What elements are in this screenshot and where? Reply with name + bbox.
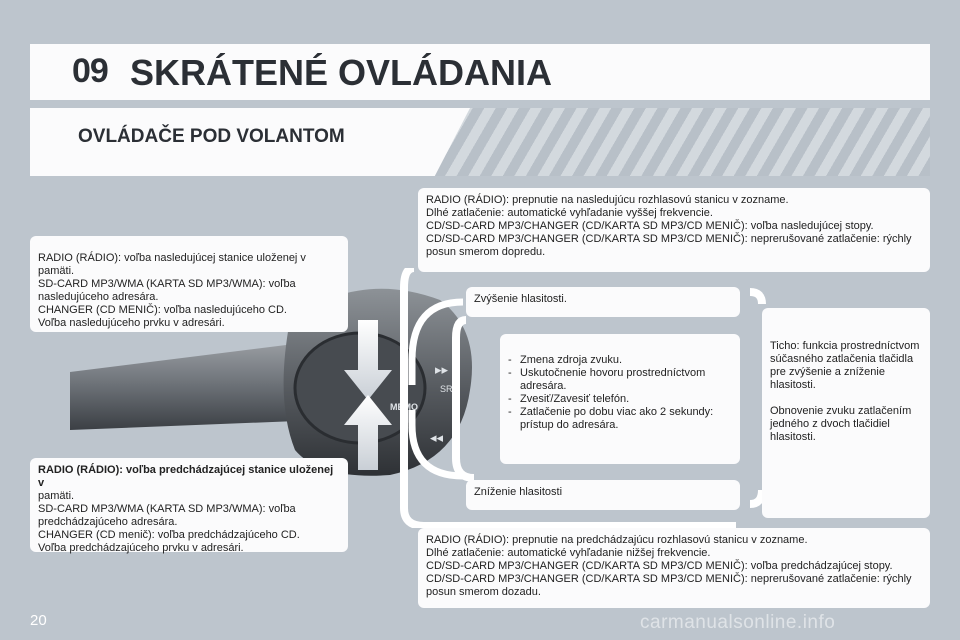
box-line: Dlhé zatlačenie: automatické vyhľadanie vyššej frekvencie. [426, 207, 713, 219]
box-line: RADIO (RÁDIO): prepnutie na nasledujúcu rozhlasovú stanicu v zozname. [426, 194, 789, 206]
right-arc-top-icon [750, 292, 762, 304]
box-line: RADIO (RÁDIO): voľba nasledujúcej stanice uloženej v pamäti. [38, 252, 306, 277]
box-line: CHANGER (CD menič): voľba predchádzajúceho CD. [38, 529, 300, 541]
footer-watermark: carmanualsonline.info [640, 612, 836, 633]
inner-arc-icon [456, 320, 474, 478]
box-line: Voľba predchádzajúceho prvku v adresári. [38, 542, 244, 554]
list-item: - Zmena zdroja zvuku. [508, 354, 623, 366]
memo-label: MEMO [390, 402, 418, 412]
box-line: SD-CARD MP3/WMA (KARTA SD MP3/WMA): voľba nasledujúceho adresára. [38, 278, 296, 303]
previous-station-box [30, 458, 348, 552]
box-line: Zníženie hlasitosti [474, 486, 563, 498]
box-line: pamäti. [38, 490, 75, 502]
page-title: SKRÁTENÉ OVLÁDANIA [130, 52, 553, 93]
next-station-box [30, 236, 348, 332]
previous-track-icon: ◂◂ [430, 430, 444, 445]
section-subtitle: OVLÁDAČE POD VOLANTOM [78, 126, 345, 147]
list-item: - Zvesiť/Zavesiť telefón. [508, 393, 630, 405]
box-line: CD/SD-CARD MP3/CHANGER (CD/KARTA SD MP3/CD MENIČ): voľba nasledujúcej stopy. [426, 220, 874, 232]
box-line: CHANGER (CD MENIČ): voľba nasledujúceho CD. [38, 304, 287, 316]
right-arc-bottom-icon [750, 490, 762, 504]
box-line: Dlhé zatlačenie: automatické vyhľadanie nižšej frekvencie. [426, 547, 711, 559]
box-heading: RADIO (RÁDIO): voľba predchádzajúcej stanice uloženej v [38, 464, 334, 489]
box-line: RADIO (RÁDIO): prepnutie na predchádzajúcu rozhlasovú stanicu v zozname. [426, 534, 808, 546]
page-number: 20 [30, 612, 47, 629]
box-line: Obnovenie zvuku zatlačením jedného z dvoch tlačidiel hlasitosti. [770, 405, 912, 443]
box-line: Ticho: funkcia prostredníctvom súčasného zatlačenia tlačidla pre zvýšenie a zníženie hlasitosti. [770, 340, 920, 391]
volume-up-box [466, 287, 740, 317]
list-item: - Uskutočnenie hovoru prostredníctvom adresára. [508, 367, 706, 392]
src-label: SRC [440, 384, 460, 394]
box-line: Voľba nasledujúceho prvku v adresári. [38, 317, 225, 329]
next-track-icon: ▸▸ [435, 362, 449, 377]
next-track-box [418, 188, 930, 272]
box-line: SD-CARD MP3/WMA (KARTA SD MP3/WMA): voľba predchádzajúceho adresára. [38, 503, 296, 528]
box-line: CD/SD-CARD MP3/CHANGER (CD/KARTA SD MP3/CD MENIČ): voľba predchádzajúcej stopy. [426, 560, 893, 572]
list-item: - Zatlačenie po dobu viac ako 2 sekundy: prístup do adresára. [508, 406, 714, 431]
previous-track-box [418, 528, 930, 608]
box-line: CD/SD-CARD MP3/CHANGER (CD/KARTA SD MP3/CD MENIČ): neprerušované zatlačenie: rýchly posun smerom dopredu. [426, 233, 912, 258]
mute-box [762, 308, 930, 518]
source-phone-box [500, 334, 740, 464]
box-line: Zvýšenie hlasitosti. [474, 293, 567, 305]
box-line: CD/SD-CARD MP3/CHANGER (CD/KARTA SD MP3/CD MENIČ): neprerušované zatlačenie: rýchly posun smerom dozadu. [426, 573, 912, 598]
volume-down-box [466, 480, 740, 510]
chapter-number: 09 [72, 52, 108, 90]
